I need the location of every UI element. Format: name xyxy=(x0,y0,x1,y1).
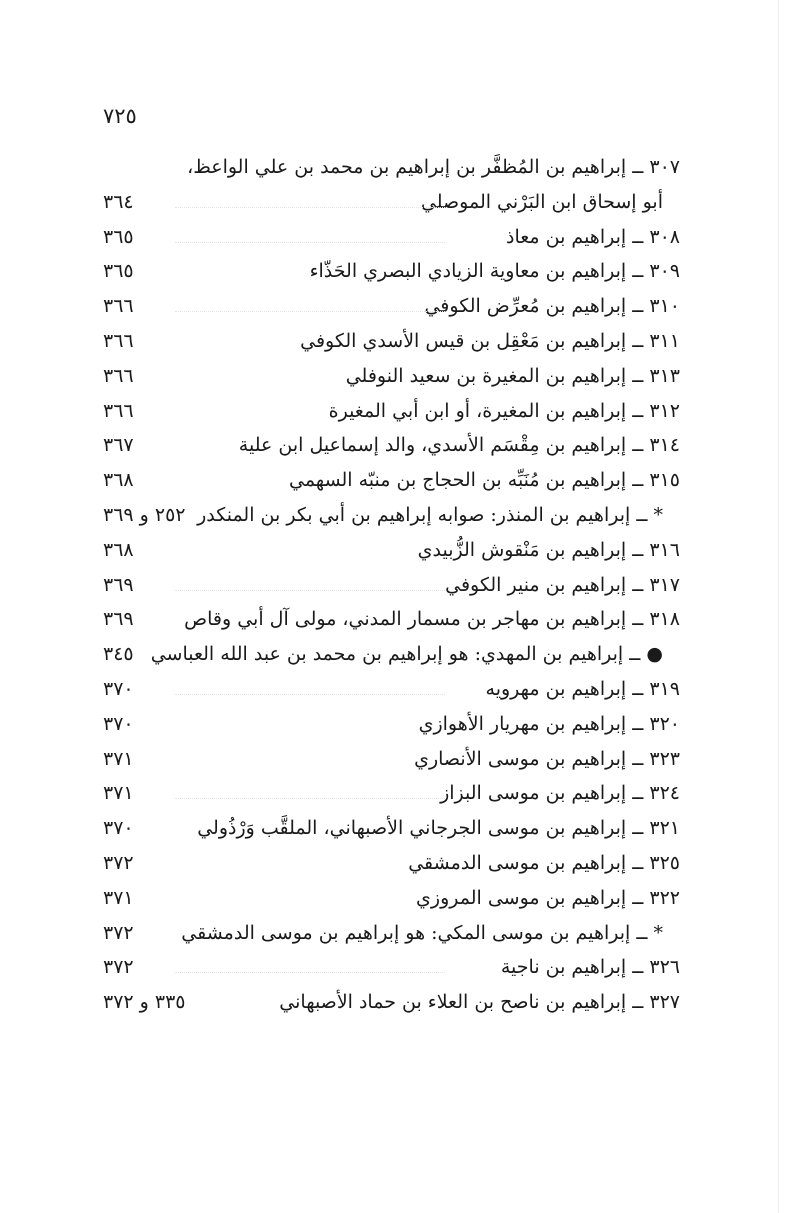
entry-page-ref: ٣٦٦ xyxy=(103,329,134,352)
entry-text: * ــ إبراهيم بن المنذر: صوابه إبراهيم بن أبي بكر بن المنكدر xyxy=(197,503,663,526)
entry-text: ٣٢٤ ــ إبراهيم بن موسى البزاز xyxy=(440,782,680,805)
entry-page-ref: ٣٧٠ xyxy=(103,817,134,840)
entry-text: ٣١٨ ــ إبراهيم بن مهاجر بن مسمار المدني، مولى آل أبي وقاص xyxy=(184,608,680,631)
index-row xyxy=(0,324,805,359)
entry-page-ref: ٣٤٥ xyxy=(103,643,134,666)
page-number: ٧٢٥ xyxy=(103,104,137,128)
entry-text: ٣٢٥ ــ إبراهيم بن موسى الدمشقي xyxy=(408,851,680,874)
index-row xyxy=(0,220,805,255)
entry-text: ٣٠٨ ــ إبراهيم بن معاذ xyxy=(506,225,680,248)
index-row xyxy=(0,568,805,603)
index-row xyxy=(0,602,805,637)
dotted-leader xyxy=(175,590,445,591)
index-row xyxy=(0,916,805,951)
entry-text: ● ــ إبراهيم بن المهدي: هو إبراهيم بن محمد بن عبد الله العباسي xyxy=(150,643,663,666)
entry-page-ref: ٣٧٢ xyxy=(103,956,134,979)
index-row xyxy=(0,359,805,394)
entry-text: ٣١٥ ــ إبراهيم بن مُنَبِّه بن الحجاج بن منبّه السهمي xyxy=(288,469,680,492)
page-edge-line xyxy=(778,0,779,1213)
entry-page-ref: ٣٦٧ xyxy=(103,434,134,457)
entry-text: ٣٢٣ ــ إبراهيم بن موسى الأنصاري xyxy=(414,747,680,770)
entry-page-ref: ٣٦٦ xyxy=(103,399,134,422)
index-row xyxy=(0,289,805,324)
entry-text: ٣٢٧ ــ إبراهيم بن ناصح بن العلاء بن حماد الأصبهاني xyxy=(279,991,680,1014)
dotted-leader xyxy=(175,311,445,312)
index-row xyxy=(0,185,805,220)
entry-page-ref: ٣٣٥ و ٣٧٢ xyxy=(103,991,186,1014)
entry-page-ref: ٣٦٩ xyxy=(103,573,134,596)
entry-page-ref: ٣٧١ xyxy=(103,747,134,770)
entry-text: ٣١٣ ــ إبراهيم بن المغيرة بن سعيد النوفلي xyxy=(345,364,680,387)
dotted-leader xyxy=(175,694,445,695)
entry-text: أبو إسحاق ابن البَرْني الموصلي xyxy=(420,190,663,213)
entry-page-ref: ٣٧٠ xyxy=(103,712,134,735)
entry-text: ٣١٠ ــ إبراهيم بن مُعرِّض الكوفي xyxy=(424,295,680,318)
index-row xyxy=(0,150,805,185)
entry-text: ٣١٩ ــ إبراهيم بن مهرويه xyxy=(485,677,680,700)
entry-page-ref: ٣٧٢ xyxy=(103,851,134,874)
index-row xyxy=(0,498,805,533)
entry-text: ٣٢٦ ــ إبراهيم بن ناجية xyxy=(500,956,680,979)
entry-text: * ــ إبراهيم بن موسى المكي: هو إبراهيم بن موسى الدمشقي xyxy=(181,921,663,944)
index-entries xyxy=(0,150,805,1020)
index-row xyxy=(0,811,805,846)
index-row xyxy=(0,533,805,568)
entry-text: ٣١٦ ــ إبراهيم بن مَنْقوش الزُّبيدي xyxy=(417,538,680,561)
entry-text: ٣١٢ ــ إبراهيم بن المغيرة، أو ابن أبي المغيرة xyxy=(328,399,680,422)
entry-text: ٣٢٢ ــ إبراهيم بن موسى المروزي xyxy=(416,886,680,909)
entry-text: ٣٠٩ ــ إبراهيم بن معاوية الزيادي البصري الحَذّاء xyxy=(309,260,680,283)
index-row xyxy=(0,985,805,1020)
index-row xyxy=(0,846,805,881)
index-row xyxy=(0,707,805,742)
dotted-leader xyxy=(175,972,445,973)
dotted-leader xyxy=(175,242,445,243)
entry-text: ٣١١ ــ إبراهيم بن مَعْقِل بن قيس الأسدي الكوفي xyxy=(300,329,680,352)
entry-page-ref: ٣٦٥ xyxy=(103,260,134,283)
index-row xyxy=(0,672,805,707)
entry-page-ref: ٣٦٤ xyxy=(103,190,134,213)
index-row xyxy=(0,428,805,463)
index-row xyxy=(0,881,805,916)
dotted-leader xyxy=(175,798,445,799)
entry-text: ٣١٧ ــ إبراهيم بن منير الكوفي xyxy=(445,573,680,596)
index-row xyxy=(0,776,805,811)
entry-page-ref: ٣٦٨ xyxy=(103,469,134,492)
index-row xyxy=(0,254,805,289)
index-row xyxy=(0,394,805,429)
entry-page-ref: ٣٧١ xyxy=(103,886,134,909)
index-row xyxy=(0,742,805,777)
entry-page-ref: ٣٦٩ xyxy=(103,608,134,631)
entry-text: ٣٢٠ ــ إبراهيم بن مهريار الأهوازي xyxy=(418,712,680,735)
entry-page-ref: ٢٥٢ و ٣٦٩ xyxy=(103,503,186,526)
dotted-leader xyxy=(175,207,445,208)
entry-text: ٣١٤ ــ إبراهيم بن مِقْسَم الأسدي، والد إسماعيل ابن علية xyxy=(238,434,680,457)
entry-text: ٣٠٧ ــ إبراهيم بن المُظفَّر بن إبراهيم بن محمد بن علي الواعظ، xyxy=(187,156,680,178)
entry-page-ref: ٣٦٦ xyxy=(103,295,134,318)
index-row xyxy=(0,637,805,672)
entry-page-ref: ٣٧٠ xyxy=(103,677,134,700)
entry-text: ٣٢١ ــ إبراهيم بن موسى الجرجاني الأصبهاني، الملقَّب وَرْذُولي xyxy=(197,817,680,840)
index-row xyxy=(0,463,805,498)
entry-page-ref: ٣٧١ xyxy=(103,782,134,805)
entry-page-ref: ٣٦٦ xyxy=(103,364,134,387)
index-row xyxy=(0,950,805,985)
entry-page-ref: ٣٦٨ xyxy=(103,538,134,561)
entry-page-ref: ٣٦٥ xyxy=(103,225,134,248)
entry-page-ref: ٣٧٢ xyxy=(103,921,134,944)
